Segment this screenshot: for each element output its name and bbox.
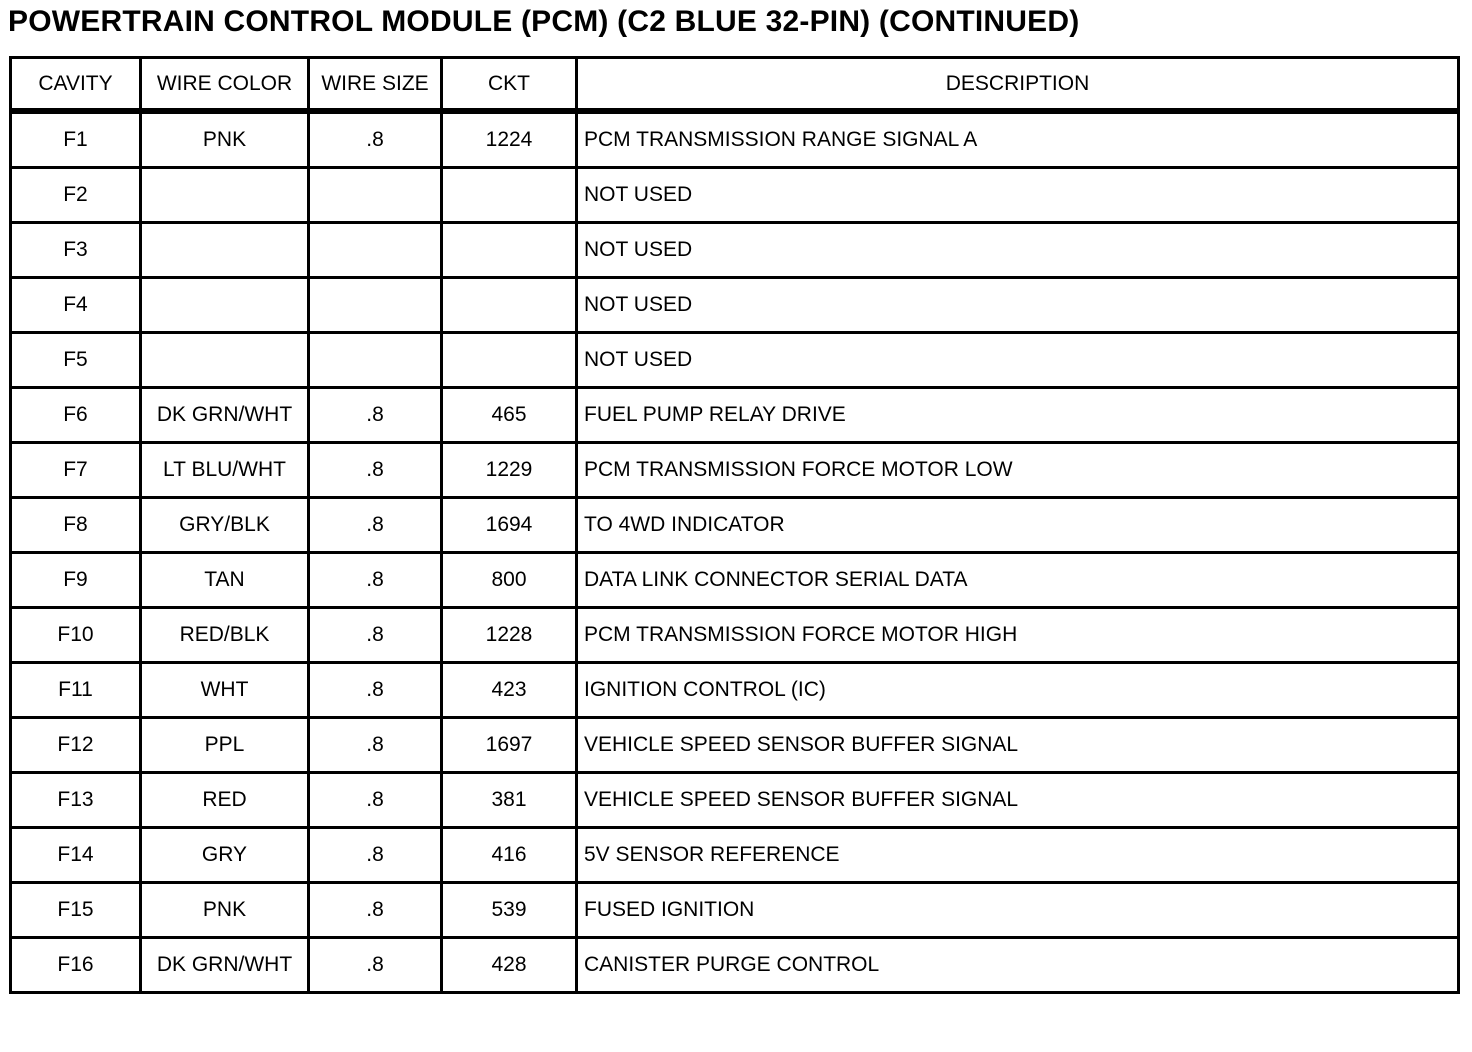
description-cell: CANISTER PURGE CONTROL bbox=[577, 938, 1459, 993]
description-cell: IGNITION CONTROL (IC) bbox=[577, 663, 1459, 718]
wire-size-cell bbox=[309, 223, 442, 278]
wire-color-cell: GRY/BLK bbox=[141, 498, 309, 553]
ckt-cell: 1229 bbox=[442, 443, 577, 498]
column-header-wire-size: WIRE SIZE bbox=[309, 58, 442, 112]
table-row bbox=[11, 883, 1459, 938]
description-cell: 5V SENSOR REFERENCE bbox=[577, 828, 1459, 883]
wire-color-cell bbox=[141, 333, 309, 388]
description-cell: NOT USED bbox=[577, 223, 1459, 278]
ckt-cell: 465 bbox=[442, 388, 577, 443]
table-row bbox=[11, 443, 1459, 498]
wire-color-cell: GRY bbox=[141, 828, 309, 883]
description-cell: DATA LINK CONNECTOR SERIAL DATA bbox=[577, 553, 1459, 608]
table-row bbox=[11, 773, 1459, 828]
wire-color-cell bbox=[141, 278, 309, 333]
description-cell: FUEL PUMP RELAY DRIVE bbox=[577, 388, 1459, 443]
description-cell: FUSED IGNITION bbox=[577, 883, 1459, 938]
cavity-cell: F15 bbox=[11, 883, 141, 938]
column-header-ckt: CKT bbox=[442, 58, 577, 112]
cavity-cell: F12 bbox=[11, 718, 141, 773]
wire-color-cell bbox=[141, 223, 309, 278]
table-row bbox=[11, 718, 1459, 773]
ckt-cell: 1694 bbox=[442, 498, 577, 553]
ckt-cell bbox=[442, 223, 577, 278]
table-row bbox=[11, 333, 1459, 388]
cavity-cell: F16 bbox=[11, 938, 141, 993]
table-row bbox=[11, 498, 1459, 553]
column-header-cavity: CAVITY bbox=[11, 58, 141, 112]
wire-size-cell bbox=[309, 278, 442, 333]
wire-color-cell: PNK bbox=[141, 883, 309, 938]
wire-size-cell: .8 bbox=[309, 938, 442, 993]
wire-color-cell: DK GRN/WHT bbox=[141, 388, 309, 443]
wire-size-cell: .8 bbox=[309, 388, 442, 443]
wire-color-cell bbox=[141, 168, 309, 223]
column-header-wire-color: WIRE COLOR bbox=[141, 58, 309, 112]
ckt-cell: 423 bbox=[442, 663, 577, 718]
table-row bbox=[11, 608, 1459, 663]
description-cell: NOT USED bbox=[577, 168, 1459, 223]
description-cell: TO 4WD INDICATOR bbox=[577, 498, 1459, 553]
description-cell: PCM TRANSMISSION FORCE MOTOR LOW bbox=[577, 443, 1459, 498]
page-title: POWERTRAIN CONTROL MODULE (PCM) (C2 BLUE 32-PIN) (CONTINUED) bbox=[8, 5, 1080, 38]
wire-color-cell: TAN bbox=[141, 553, 309, 608]
wire-size-cell: .8 bbox=[309, 498, 442, 553]
wire-color-cell: DK GRN/WHT bbox=[141, 938, 309, 993]
ckt-cell: 416 bbox=[442, 828, 577, 883]
ckt-cell: 381 bbox=[442, 773, 577, 828]
description-cell: VEHICLE SPEED SENSOR BUFFER SIGNAL bbox=[577, 773, 1459, 828]
ckt-cell: 1228 bbox=[442, 608, 577, 663]
wire-size-cell bbox=[309, 168, 442, 223]
ckt-cell: 539 bbox=[442, 883, 577, 938]
table-row bbox=[11, 828, 1459, 883]
cavity-cell: F5 bbox=[11, 333, 141, 388]
wire-color-cell: WHT bbox=[141, 663, 309, 718]
cavity-cell: F7 bbox=[11, 443, 141, 498]
ckt-cell bbox=[442, 333, 577, 388]
description-cell: PCM TRANSMISSION FORCE MOTOR HIGH bbox=[577, 608, 1459, 663]
cavity-cell: F1 bbox=[11, 111, 141, 168]
wire-size-cell: .8 bbox=[309, 828, 442, 883]
description-cell: NOT USED bbox=[577, 333, 1459, 388]
description-cell: NOT USED bbox=[577, 278, 1459, 333]
wire-color-cell: RED/BLK bbox=[141, 608, 309, 663]
ckt-cell: 1697 bbox=[442, 718, 577, 773]
description-cell: PCM TRANSMISSION RANGE SIGNAL A bbox=[577, 111, 1459, 168]
wire-size-cell: .8 bbox=[309, 718, 442, 773]
wire-size-cell: .8 bbox=[309, 608, 442, 663]
wire-size-cell: .8 bbox=[309, 553, 442, 608]
table-row bbox=[11, 553, 1459, 608]
table-row bbox=[11, 938, 1459, 993]
table-row bbox=[11, 663, 1459, 718]
description-cell: VEHICLE SPEED SENSOR BUFFER SIGNAL bbox=[577, 718, 1459, 773]
table-row bbox=[11, 388, 1459, 443]
table-row bbox=[11, 223, 1459, 278]
wire-size-cell bbox=[309, 333, 442, 388]
ckt-cell bbox=[442, 168, 577, 223]
ckt-cell: 800 bbox=[442, 553, 577, 608]
cavity-cell: F14 bbox=[11, 828, 141, 883]
wire-size-cell: .8 bbox=[309, 663, 442, 718]
wire-color-cell: PNK bbox=[141, 111, 309, 168]
table-row bbox=[11, 278, 1459, 333]
wire-color-cell: LT BLU/WHT bbox=[141, 443, 309, 498]
cavity-cell: F6 bbox=[11, 388, 141, 443]
cavity-cell: F10 bbox=[11, 608, 141, 663]
cavity-cell: F2 bbox=[11, 168, 141, 223]
header-row bbox=[11, 58, 1459, 112]
pinout-table bbox=[9, 56, 1460, 994]
table-row bbox=[11, 168, 1459, 223]
cavity-cell: F4 bbox=[11, 278, 141, 333]
ckt-cell: 1224 bbox=[442, 111, 577, 168]
column-header-description: DESCRIPTION bbox=[577, 58, 1459, 112]
wire-size-cell: .8 bbox=[309, 111, 442, 168]
wire-size-cell: .8 bbox=[309, 443, 442, 498]
cavity-cell: F13 bbox=[11, 773, 141, 828]
ckt-cell bbox=[442, 278, 577, 333]
wire-size-cell: .8 bbox=[309, 883, 442, 938]
cavity-cell: F11 bbox=[11, 663, 141, 718]
wire-color-cell: RED bbox=[141, 773, 309, 828]
table-row bbox=[11, 111, 1459, 168]
wire-color-cell: PPL bbox=[141, 718, 309, 773]
cavity-cell: F3 bbox=[11, 223, 141, 278]
ckt-cell: 428 bbox=[442, 938, 577, 993]
table-body bbox=[11, 111, 1459, 993]
wire-size-cell: .8 bbox=[309, 773, 442, 828]
cavity-cell: F8 bbox=[11, 498, 141, 553]
cavity-cell: F9 bbox=[11, 553, 141, 608]
